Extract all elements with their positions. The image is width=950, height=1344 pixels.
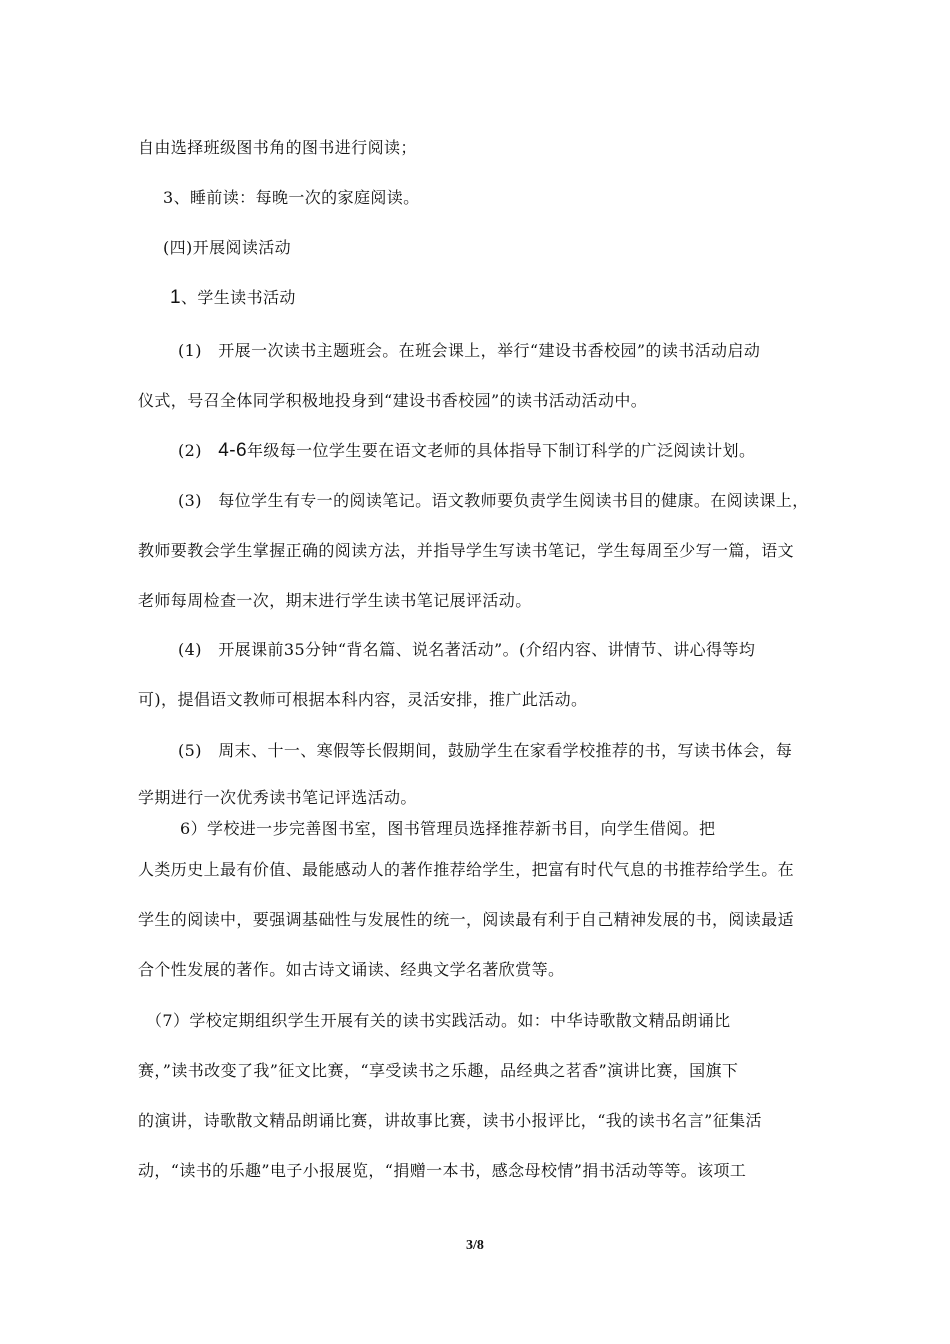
paragraph-line: (1) 开展一次读书主题班会。在班会课上，举行“建设书香校园”的读书活动启动	[178, 341, 761, 360]
paragraph-line: 动，“读书的乐趣”电子小报展览，“捐赠一本书，感念母校情”捐书活动等等。该项工	[138, 1161, 747, 1180]
paragraph-line: 学生的阅读中，要强调基础性与发展性的统一，阅读最有利于自己精神发展的书，阅读最适	[138, 910, 795, 929]
paragraph-line: 的演讲，诗歌散文精品朗诵比赛，讲故事比赛，读书小报评比，“我的读书名言”征集活	[138, 1111, 762, 1130]
section-heading: (四)开展阅读活动	[163, 238, 292, 257]
item-text: 年级每一位学生要在语文老师的具体指导下制订科学的广泛阅读计划。	[246, 441, 756, 460]
paragraph-line: (5) 周末、十一、寒假等长假期间，鼓励学生在家看学校推荐的书，写读书体会，每	[178, 741, 793, 760]
paragraph-line: (3) 每位学生有专一的阅读笔记。语文教师要负责学生阅读书目的健康。在阅读课上，	[178, 491, 809, 510]
paragraph-line: 教师要教会学生掌握正确的阅读方法，并指导学生写读书笔记，学生每周至少写一篇，语文	[138, 541, 795, 560]
paragraph-line: 学期进行一次优秀读书笔记评选活动。	[138, 788, 417, 807]
paragraph-line: (4) 开展课前35分钟“背名篇、说名著活动”。(介绍内容、讲情节、讲心得等均	[178, 640, 756, 659]
paragraph-line	[178, 441, 755, 461]
paragraph-line: 合个性发展的著作。如古诗文诵读、经典文学名著欣赏等。	[138, 960, 565, 979]
paragraph-line: 老师每周检查一次，期末进行学生读书笔记展评活动。	[138, 591, 532, 610]
paragraph-line: （7）学校定期组织学生开展有关的读书实践活动。如：中华诗歌散文精品朗诵比	[146, 1011, 731, 1030]
paragraph-line: 6）学校进一步完善图书室，图书管理员选择推荐新书目，向学生借阅。把	[180, 819, 716, 838]
heading-text: 、学生读书活动	[180, 288, 296, 307]
page-number: 3/8	[466, 1238, 484, 1253]
paragraph-line: 可)，提倡语文教师可根据本科内容，灵活安排，推广此活动。	[138, 690, 588, 709]
heading-number: 1	[170, 287, 181, 308]
grade-range: 4-6	[218, 440, 247, 461]
paragraph-line: 赛，”读书改变了我”征文比赛，“享受读书之乐趣，品经典之茗香”演讲比赛，国旗下	[138, 1061, 739, 1080]
paragraph-line: 3、睡前读：每晚一次的家庭阅读。	[163, 188, 420, 207]
paragraph-line: 仪式，号召全体同学积极地投身到“建设书香校园”的读书活动活动中。	[138, 391, 648, 410]
subsection-heading	[170, 288, 296, 308]
paragraph-line: 人类历史上最有价值、最能感动人的著作推荐给学生，把富有时代气息的书推荐给学生。在	[138, 860, 795, 879]
paragraph-line: 自由选择班级图书角的图书进行阅读；	[138, 138, 417, 157]
item-number: (2)	[178, 441, 219, 460]
